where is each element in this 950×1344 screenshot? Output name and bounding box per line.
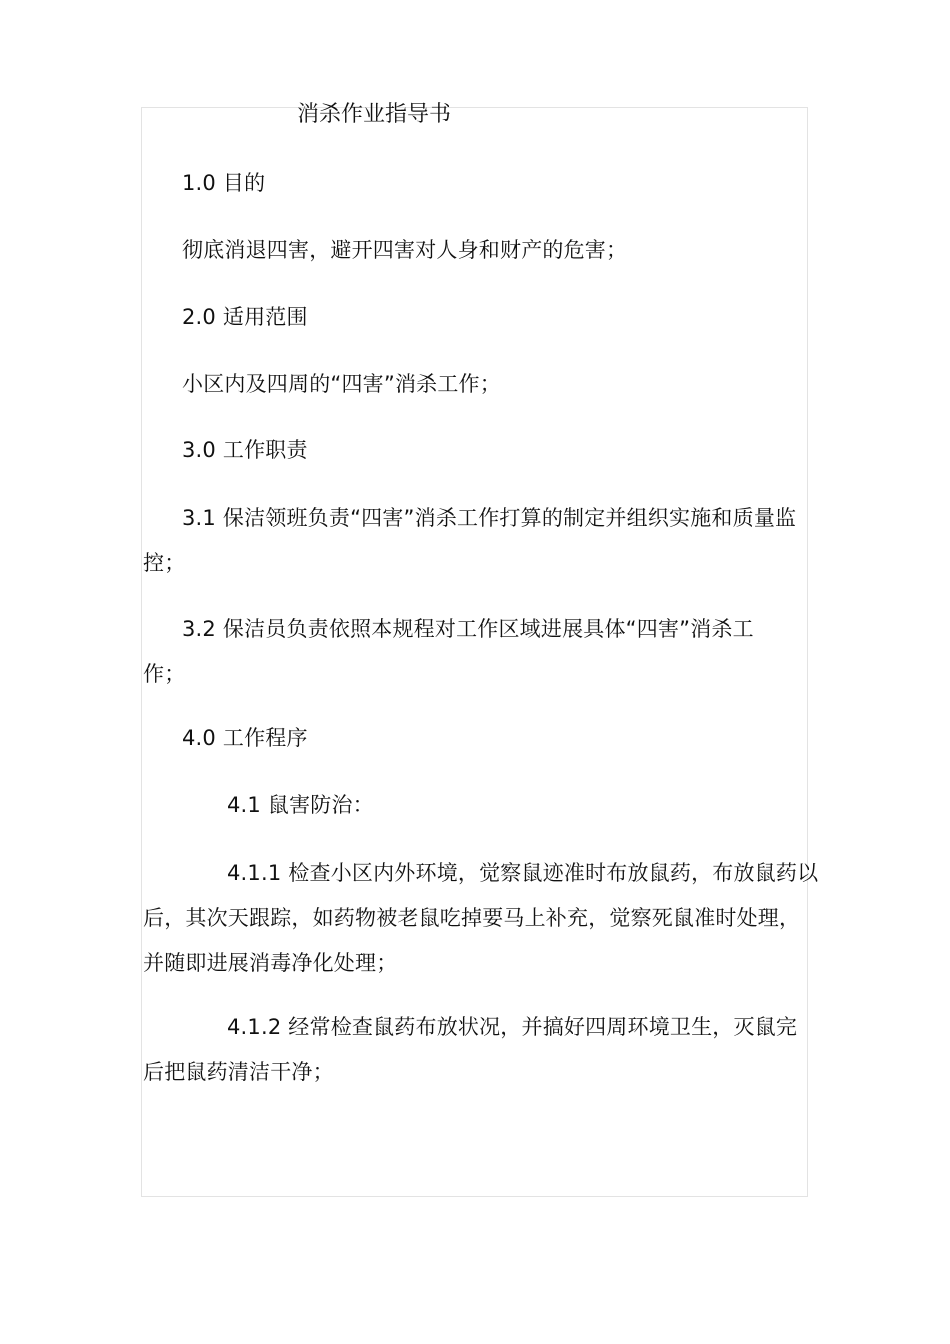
section-1-heading: 1.0 目的 xyxy=(182,171,266,195)
section-3-2-paragraph: 3.2 保洁员负责依照本规程对工作区域进展具体“四害”消杀工作； xyxy=(143,617,754,686)
section-3-heading: 3.0 工作职责 xyxy=(182,438,308,462)
section-4-1-2-paragraph: 4.1.2 经常检查鼠药布放状况，并搞好四周环境卫生，灭鼠完后把鼠药清洁干净； xyxy=(143,1015,798,1084)
section-4-1-heading: 4.1 鼠害防治： xyxy=(227,793,374,817)
section-2-heading: 2.0 适用范围 xyxy=(182,305,308,329)
section-4-1-1-paragraph: 4.1.1 检查小区内外环境，觉察鼠迹准时布放鼠药，布放鼠药以后，其次天跟踪，如药物被老鼠吃掉要马上补充，觉察死鼠准时处理，并随即进展消毒净化处理； xyxy=(143,861,819,975)
section-1-body: 彻底消退四害，避开四害对人身和财产的危害； xyxy=(182,238,628,262)
section-4-heading: 4.0 工作程序 xyxy=(182,726,308,750)
section-2-body: 小区内及四周的“四害”消杀工作； xyxy=(182,372,501,396)
document-title: 消杀作业指导书 xyxy=(297,102,452,127)
section-3-1-paragraph: 3.1 保洁领班负责“四害”消杀工作打算的制定并组织实施和质量监控； xyxy=(143,506,797,575)
